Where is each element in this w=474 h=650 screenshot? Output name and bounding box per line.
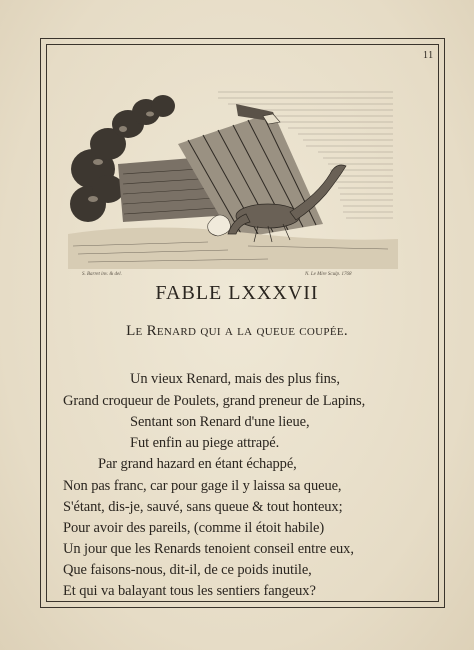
poem-line: Et qui va balayant tous les sentiers fangeux? [63, 583, 316, 599]
poem-line: Pour avoir des pareils, (comme il étoit habile) [63, 520, 325, 536]
illustration-credit-left: S. Barret inv. & del. [82, 272, 122, 277]
poem-line: S'étant, dis-je, sauvé, sans queue & tout honteux; [63, 499, 343, 515]
poem-line: Un jour que les Renards tenoient conseil entre eux, [63, 541, 354, 557]
fox-caught-in-trap-engraving-icon [68, 74, 398, 269]
poem-line: Un vieux Renard, mais des plus fins, [130, 371, 340, 387]
poem-line: Non pas franc, car pour gage il y laissa sa queue, [63, 478, 342, 494]
poem-line: Sentant son Renard d'une lieue, [130, 414, 310, 430]
page-number: 11 [423, 50, 434, 61]
poem-line: Grand croqueur de Poulets, grand preneur de Lapins, [63, 393, 366, 409]
poem-line: Par grand hazard en étant échappé, [98, 456, 297, 472]
illustration-credit-right: N. Le Mire Sculp. 1768 [305, 272, 352, 277]
fable-title: FABLE LXXXVII [155, 282, 319, 304]
fable-subtitle: Le Renard qui a la queue coupée. [126, 323, 348, 339]
poem-line: Fut enfin au piege attrapé. [130, 435, 280, 451]
poem-line: Que faisons-nous, dit-il, de ce poids inutile, [63, 562, 312, 578]
